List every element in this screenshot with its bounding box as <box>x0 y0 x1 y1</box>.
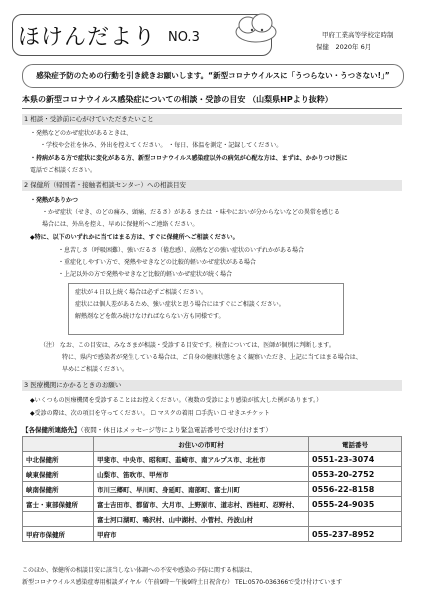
contacts-title: 【各保健所連絡先】（夜間・休日はメッセージ等により緊急電話番号で受け付けます） <box>22 426 272 434</box>
office-phone <box>309 512 402 527</box>
cloud-illustration <box>232 10 280 46</box>
table-header: 電話番号 <box>309 437 402 452</box>
s2-line: ◆特に、以下のいずれかに当てはまる方は、すぐに保健所へご相談ください。 <box>30 234 239 241</box>
office-name <box>23 512 94 527</box>
office-name: 甲府市保健所 <box>23 527 94 542</box>
office-phone: 055-237-8952 <box>309 527 402 542</box>
footer-line: このほか、保健所の相談目安に該当しない体調への不安や感染の予防に関する相談は、 <box>22 567 257 574</box>
office-cities: 市川三郷町、早川町、身延町、南部町、富士川町 <box>94 482 309 497</box>
table-header-row <box>23 437 402 452</box>
note-line: 早めにご相談ください。 <box>62 366 129 373</box>
s2-line: ・発熱がありかつ <box>30 197 79 204</box>
section-3-title: 3 医療機関にかかるときのお願い <box>22 380 402 391</box>
s2-line: ・重症化しやすい方で、発熱やせきなどの比較的軽いかぜ症状がある場合 <box>58 259 256 266</box>
box-line: 解熱剤などを飲み続けなければならない方も同様です。 <box>75 313 225 320</box>
table-header <box>23 437 94 452</box>
s1-line: ・持病がある方で症状に変化がある方、新型コロナウイルス感染症以外の病気が心配な方は、まずは、かかりつけ医に <box>30 155 348 162</box>
s2-line: ・かぜ症状（せき、のどの痛み、頭痛、だるさ）がある または ・味やにおいが分からないなどの異常を感じる <box>42 209 340 216</box>
table-row <box>23 527 402 542</box>
office-cities: 山梨市、笛吹市、甲州市 <box>94 467 309 482</box>
prevention-banner: 感染症予防のための行動を引き続きお願いします。“新型コロナウイルスに「うつらない・うつさない!」” <box>22 64 404 88</box>
s1-line: ・発熱などのかぜ症状があるときは、 <box>30 130 133 137</box>
section-2-title: 2 保健所（帰国者・接触者相談センター）への相談目安 <box>22 180 402 191</box>
office-name: 富士・東部保健所 <box>23 497 94 512</box>
newsletter-title: ほけんだより <box>18 25 157 50</box>
box-line: 症状が４日以上続く場合は必ずご相談ください。 <box>75 289 208 296</box>
office-cities: 富士吉田市、都留市、大月市、上野原市、道志村、西桂町、忍野村、 <box>94 497 309 512</box>
hotline-line: 新型コロナウイルス感染症専用相談ダイヤル（午前9時〜午後9時土日祝含む） TEL:0570-036366で受け付けています <box>22 579 343 586</box>
s3-line: ◆受診の際は、次の項目を守ってください。 ☐ マスクの着用 ☐手洗い ☐ せきエチケット <box>30 410 270 417</box>
section-1-title: 1 相談・受診前に心がけていただきたいこと <box>22 114 402 125</box>
issue-date-line: 保健 2020年 6月 <box>316 43 372 51</box>
office-phone: 0555-24-9035 <box>309 497 402 512</box>
table-row <box>23 512 402 527</box>
table-row <box>23 497 402 512</box>
office-name: 峡南保健所 <box>23 482 94 497</box>
office-phone: 0553-20-2752 <box>309 467 402 482</box>
symptom-box <box>68 283 344 335</box>
contacts-table <box>22 436 402 542</box>
s1-line: 電話でご相談ください。 <box>30 167 97 174</box>
office-name: 中北保健所 <box>23 452 94 467</box>
office-cities: 富士河口湖町、鳴沢村、山中湖村、小菅村、丹波山村 <box>94 512 309 527</box>
office-phone: 0551-23-3074 <box>309 452 402 467</box>
s1-line: ・学校や会社を休み、外出を控えてください。 ・毎日、体温を測定・記録してください。 <box>40 142 283 149</box>
note-line: 特に、県内で感染者が発生している場合は、ご自身の健康状態をよく観察いただき、上記に当てはまる場合は、 <box>62 354 362 361</box>
table-row <box>23 482 402 497</box>
office-phone: 0556-22-8158 <box>309 482 402 497</box>
note-line: （注） なお、この目安は、みなさまが相談・受診する目安です。検査については、医師が個別に判断します。 <box>40 342 335 349</box>
box-line: 症状には個人差があるため、強い症状と思う場合にはすぐにご相談ください。 <box>75 301 285 308</box>
s3-line: ◆いくつもの医療機関を受診することはお控えください。（複数の受診により感染が拡大した例があります。） <box>30 397 323 404</box>
table-header: お住いの市町村 <box>94 437 309 452</box>
issue-number: NO.3 <box>168 30 200 45</box>
table-row <box>23 467 402 482</box>
office-cities: 甲府市 <box>94 527 309 542</box>
s2-line: 場合には、外出を控え、早めに保健所へご連絡ください。 <box>42 221 199 228</box>
table-row <box>23 452 402 467</box>
guideline-heading: 本県の新型コロナウイルス感染症についての相談・受診の目安 （山梨県HPより抜粋） <box>22 94 402 109</box>
office-name: 峡東保健所 <box>23 467 94 482</box>
s2-line: ・息苦しさ（呼吸困難）、強いだるさ（倦怠感）、高熱などの強い症状のいずれかがある場合 <box>58 247 305 254</box>
s2-line: ・上記以外の方で発熱やせきなど比較的軽いかぜ症状が続く場合 <box>58 271 233 278</box>
school-name: 甲府工業高等学校定時制 <box>322 31 394 39</box>
office-cities: 甲斐市、中央市、昭和町、韮崎市、南アルプス市、北杜市 <box>94 452 309 467</box>
